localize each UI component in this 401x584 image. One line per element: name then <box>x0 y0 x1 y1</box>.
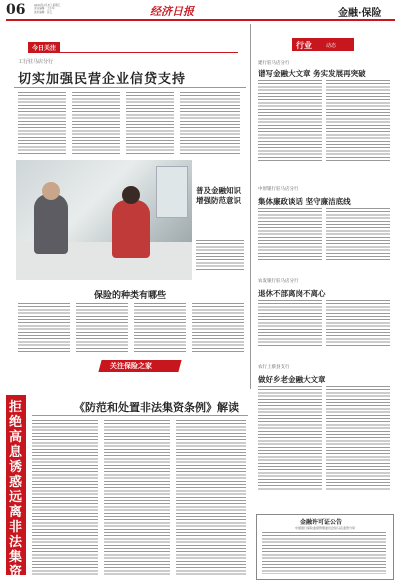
license-notice-sub: 中国银行保险监督管理委员会驻马店监管分局 <box>294 526 355 530</box>
bank-photo <box>16 160 192 280</box>
right-column-divider <box>250 24 251 389</box>
regulation-col-3 <box>176 420 246 576</box>
right-item-1-title: 谱写金融大文章 务实发展再突破 <box>258 69 366 78</box>
right-item-2-title: 集体廉政谈话 坚守廉洁底线 <box>258 197 351 206</box>
right-item-4-col-1 <box>258 386 322 490</box>
right-item-2-kicker: 中原银行驻马店分行 <box>258 187 299 192</box>
regulation-col-2 <box>104 420 170 576</box>
date-block <box>34 4 94 14</box>
right-item-3-col-2 <box>326 300 390 348</box>
insurance-col-1 <box>18 303 70 353</box>
photo-person-head <box>42 182 60 200</box>
insurance-col-3 <box>134 303 186 353</box>
license-notice-text <box>262 532 386 574</box>
designer-line: 美术编辑：张玉 <box>34 10 53 14</box>
photo-person-right-head <box>122 186 140 204</box>
side-title-line-1: 普及金融知识 <box>196 186 241 195</box>
regulation-col-1 <box>32 420 98 576</box>
right-label-tag: 动态 <box>326 43 337 49</box>
article-kicker: 工行驻马店分行 <box>18 59 54 65</box>
photo-caption-text <box>196 240 244 270</box>
right-item-4-kicker: 农行上蔡县支行 <box>258 365 290 370</box>
insurance-banner-text: 关注保险之家 <box>110 361 152 370</box>
insurance-col-2 <box>76 303 128 353</box>
right-item-3-kicker: 农发银行驻马店分行 <box>258 279 299 284</box>
right-item-4-title: 做好乡老金融大文章 <box>258 375 326 384</box>
photo-person-left <box>34 194 68 254</box>
right-item-2-col-2 <box>326 208 390 260</box>
right-item-1-col-1 <box>258 80 322 162</box>
license-notice-title: 金融许可证公告 <box>300 519 343 526</box>
article-column-3 <box>126 92 174 154</box>
header-rule <box>6 19 395 21</box>
regulation-title: 《防范和处置非法集资条例》解读 <box>74 401 239 414</box>
date-line: 2020年1月3日 星期五 <box>34 4 61 7</box>
photo-caption-title <box>196 186 241 206</box>
headline-rule <box>14 87 246 88</box>
article-column-4 <box>180 92 240 154</box>
today-focus-label: 今日关注 <box>28 42 60 53</box>
side-title-line-2: 增强防范意识 <box>196 196 241 205</box>
section-title: 金融·保险 <box>338 8 382 19</box>
paper-name: 经济日报 <box>150 5 194 18</box>
editor-line: 责任编辑：王小华 <box>34 7 55 11</box>
right-item-1-kicker: 建行驻马店分行 <box>258 61 290 66</box>
vertical-title: 拒绝高息诱惑 远离非法集资 <box>9 400 23 580</box>
article-column-1 <box>18 92 66 154</box>
right-item-1-col-2 <box>326 80 390 162</box>
regulation-rule <box>32 415 248 416</box>
right-label: 行业 <box>296 40 312 50</box>
right-item-2-col-1 <box>258 208 322 260</box>
page-number: 06 <box>6 2 26 18</box>
insurance-col-4 <box>192 303 244 353</box>
photo-person-right <box>112 200 150 258</box>
right-item-3-col-1 <box>258 300 322 348</box>
today-focus-rule <box>28 52 238 53</box>
insurance-headline: 保险的种类有哪些 <box>94 291 167 301</box>
article-column-2 <box>72 92 120 154</box>
right-item-4-col-2 <box>326 386 390 490</box>
photo-window <box>156 166 188 218</box>
right-item-3-title: 退休不部离岗不离心 <box>258 289 326 298</box>
article-headline: 切实加强民营企业信贷支持 <box>18 72 187 87</box>
